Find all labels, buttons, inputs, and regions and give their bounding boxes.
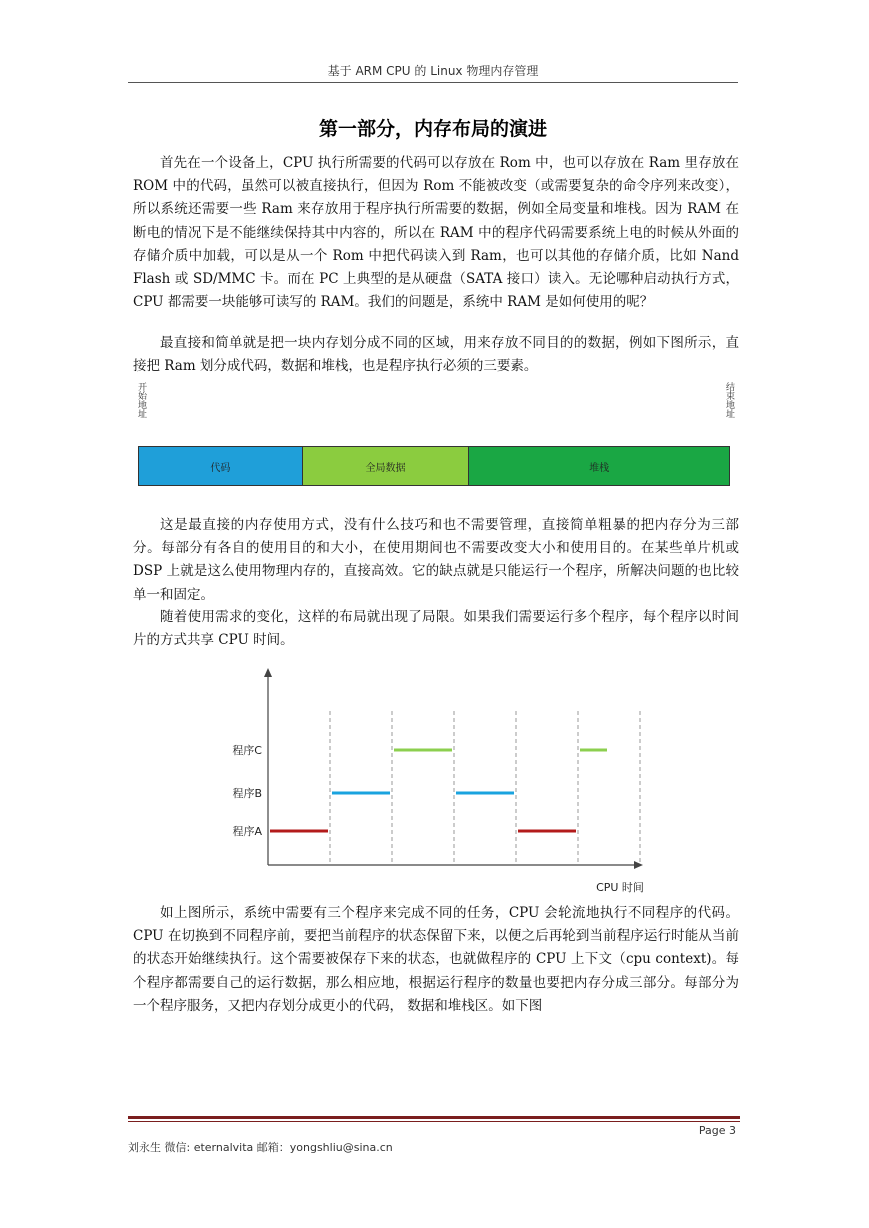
category-label-1: 程序A [232,825,262,838]
header-rule [128,82,738,83]
running-header: 基于 ARM CPU 的 Linux 物理内存管理 [327,64,539,78]
time-slice-chart [220,665,660,900]
paragraph-5: 如上图所示，系统中需要有三个程序来完成不同的任务，CPU 会轮流地执行不同程序的代码。CPU 在切换到不同程序前，要把当前程序的状态保留下来，以便之后再轮到当前程序运行时能从当前的状态开始继续执行。这个需要被保存下来的状态，也就做程序的 CPU 上下文（cpu context)。每个程序都需要自己的运行数据，那么相应地，根据运行程序的数量也要把内存分成三部分。每部分为一个程序服务，又把内存划分成更小的代码， 数据和堆栈区。如下图 [133,905,739,1014]
memory-segment-2: 全局数据 [302,447,468,485]
paragraph-1: 首先在一个设备上，CPU 执行所需要的代码可以存放在 Rom 中，也可以存放在 Ram 里存放在 ROM 中的代码，虽然可以被直接执行，但因为 Rom 不能被改变（或需要复杂的命令序列来改变），所以系统还需要一些 Ram 来存放用于程序执行所需要的数据，例如全局变量和堆栈。因为 RAM 在断电的情况下是不能继续保持其中内容的，所以在 RAM 中的程序代码需要系统上电的时候从外面的存储介质中加载，可以是从一个 Rom 中把代码读入到 Ram，也可以其他的存储介质，比如 Nand Flash 或 SD/MMC 卡。而在 PC 上典型的是从硬盘（SATA 接口）读入。无论哪种启动执行方式，CPU 都需要一块能够可读写的 RAM。我们的问题是，系统中 RAM 是如何使用的呢？ [133,155,739,311]
category-label-2: 程序B [232,787,262,800]
start-address-label: 开始地址 [136,382,146,418]
memory-segment-1: 代码 [139,447,302,485]
paragraph-4: 随着使用需求的变化，这样的布局就出现了局限。如果我们需要运行多个程序，每个程序以时间片的方式共享 CPU 时间。 [133,609,739,649]
paragraph-3: 这是最直接的内存使用方式，没有什么技巧和也不需要管理，直接简单粗暴的把内存分为三部分。每部分有各自的使用目的和大小，在使用期间也不需要改变大小和使用目的。在某些单片机或 DSP 上就是这么使用物理内存的，直接高效。它的缺点就是只能运行一个程序，所解决问题的也比较单一和固定。 [133,517,739,603]
x-axis-label: CPU 时间 [596,881,644,894]
author-contact: 刘永生 微信: eternalvita 邮箱：yongshliu@sina.cn [128,1141,393,1154]
section-title: 第一部分，内存布局的演进 [318,118,547,140]
footer-rule [128,1116,740,1119]
y-axis-arrow [264,668,272,677]
category-label-3: 程序C [232,744,262,757]
footer-rule-thin [128,1121,740,1122]
memory-layout-diagram [134,382,734,490]
page-number: Page 3 [698,1124,736,1137]
x-axis-arrow [634,861,643,869]
paragraph-2: 最直接和简单就是把一块内存划分成不同的区域，用来存放不同目的的数据，例如下图所示，直接把 Ram 划分成代码，数据和堆栈，也是程序执行必须的三要素。 [133,335,739,375]
memory-bar [138,446,730,486]
memory-segment-3: 堆栈 [468,447,729,485]
end-address-label: 结束地址 [724,382,734,418]
